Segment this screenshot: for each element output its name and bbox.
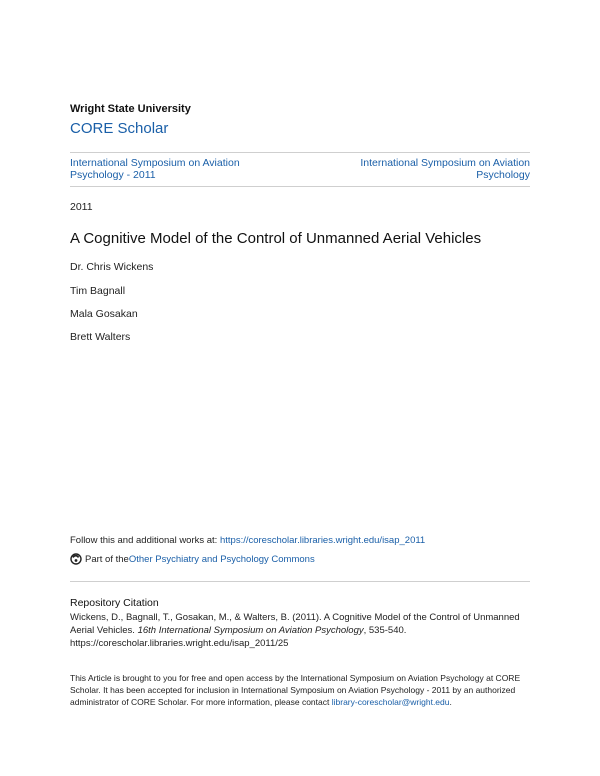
author: Mala Gosakan: [70, 308, 138, 320]
collection-link-right[interactable]: International Symposium on Aviation Psychology: [360, 157, 530, 181]
part-of-text: Part of the: [85, 553, 129, 565]
divider-bottom: [70, 581, 530, 582]
access-notice: [70, 672, 540, 708]
author: Tim Bagnall: [70, 285, 126, 297]
divider-mid: [70, 186, 530, 187]
repository-citation-heading: Repository Citation: [70, 597, 159, 609]
publication-year: 2011: [70, 201, 93, 213]
citation-pages: , 535-540.: [363, 625, 407, 636]
repository-citation: [70, 611, 540, 650]
author: Dr. Chris Wickens: [70, 261, 154, 273]
notice-end: .: [449, 697, 452, 707]
follow-line: [70, 535, 425, 546]
commons-network-icon: [70, 553, 82, 565]
contact-email-link[interactable]: library-corescholar@wright.edu: [331, 697, 450, 707]
core-scholar-link[interactable]: CORE Scholar: [70, 120, 169, 137]
citation-main: Wickens, D., Bagnall, T., Gosakan, M., & Walters, B. (2011). A Cognitive Model of the Control of Unmanned Aerial Vehicles.: [70, 612, 520, 636]
author: Brett Walters: [70, 331, 131, 343]
divider-top: [70, 152, 530, 153]
follow-text: Follow this and additional works at:: [70, 535, 220, 546]
notice-text: This Article is brought to you for free and open access by the International Symposium on Aviation Psychology at CORE Scholar. It has been accepted for inclusion in International Symposium on Aviation Psychology - 2011 by an authorized administrator of CORE Scholar. For more information, please contact: [70, 673, 521, 707]
university-name: Wright State University: [70, 103, 191, 115]
article-title: A Cognitive Model of the Control of Unmanned Aerial Vehicles: [70, 230, 482, 247]
citation-journal: 16th International Symposium on Aviation Psychology: [137, 625, 364, 636]
part-of-line: [70, 553, 315, 565]
citation-url: https://corescholar.libraries.wright.edu/isap_2011/25: [70, 638, 289, 649]
collection-link-left[interactable]: International Symposium on Aviation Psychology - 2011: [70, 157, 240, 181]
follow-link[interactable]: https://corescholar.libraries.wright.edu/isap_2011: [219, 535, 426, 546]
commons-link[interactable]: Other Psychiatry and Psychology Commons: [128, 553, 315, 565]
